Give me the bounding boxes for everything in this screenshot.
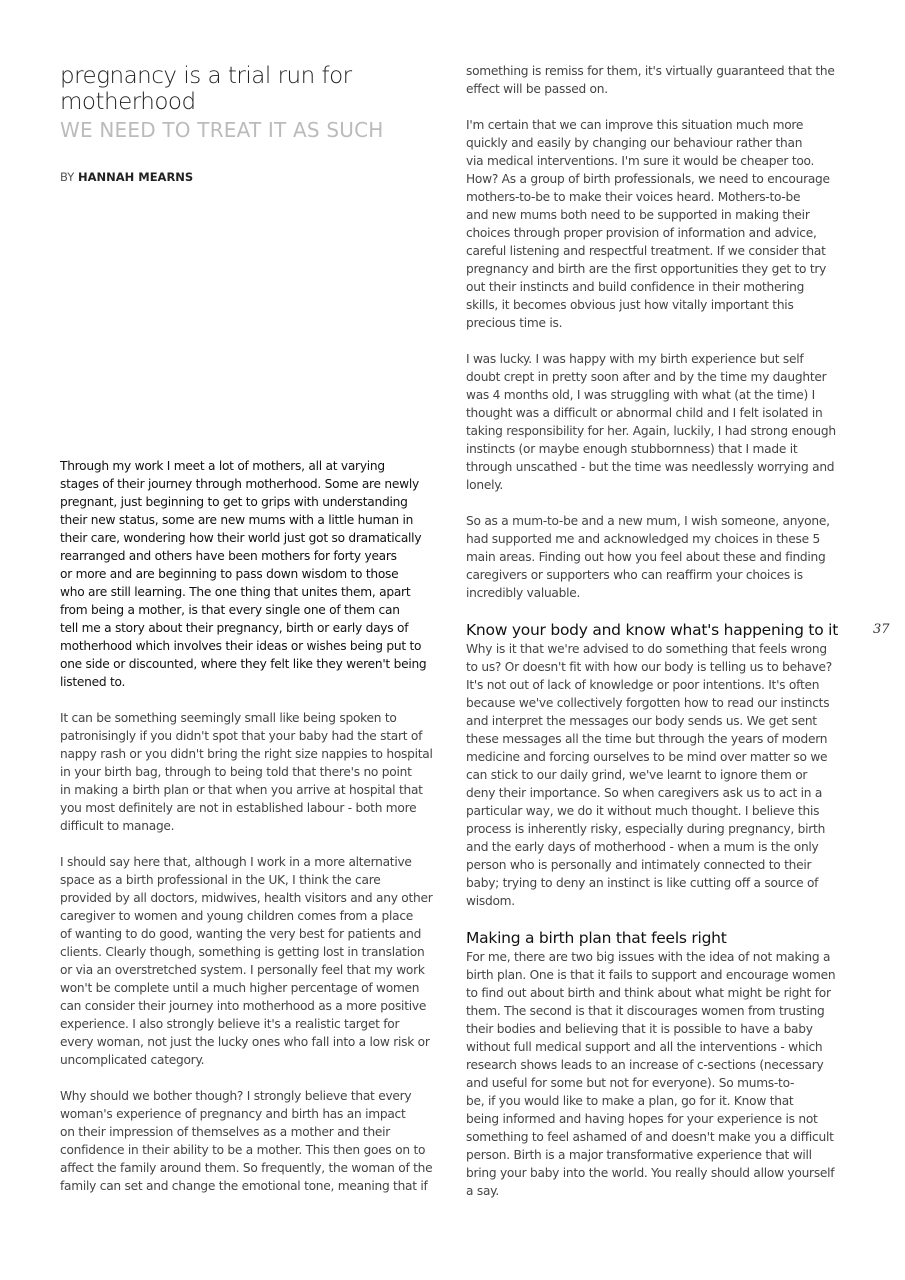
right-column xyxy=(466,62,856,1218)
left-column xyxy=(60,457,450,1213)
intro-paragraph: Through my work I meet a lot of mothers, all at varying stages of their journey through motherhood. Some are newly pregnant, just beginning to get to grips with understanding their new status, some are new mums with a little human in their care, wondering how their world just got so dramatically rearranged and others have been mothers for forty years or more and are beginning to pass down wisdom to those who are still learning. The one thing that unites them, apart from being a mother, is that every single one of them can tell me a story about their pregnancy, birth or early days of motherhood which involves their ideas or wishes being put to one side or discounted, where they felt like they weren't being listened to. xyxy=(60,459,427,689)
body-paragraph: I was lucky. I was happy with my birth experience but self doubt crept in pretty soon after and by the time my daughter was 4 months old, I was struggling with what (at the time) I thought was a difficult or abnormal child and I felt isolated in taking responsibility for her. Again, luckily, I had strong enough instincts (or maybe enough stubbornness) that I made it through unscathed - but the time was needlessly worrying and lonely. xyxy=(466,352,836,492)
body-paragraph: It can be something seemingly small like being spoken to patronisingly if you didn't spot that your baby had the start of nappy rash or you didn't bring the right size nappies to hospital in your birth bag, through to being told that there's no point in making a birth plan or that when you arrive at hospital that you most definitely are not in established labour - both more difficult to manage. xyxy=(60,711,433,833)
section-body: For me, there are two big issues with the idea of not making a birth plan. One is that it fails to support and encourage women to find out about birth and think about what might be right for them. The second is that it discourages women from trusting their bodies and believing that it is possible to have a baby without full medical support and all the interventions - which research shows leads to an increase of c-sections (necessary and useful for some but not for everyone). So mums-to- be, if you would like to make a plan, go for it. Know that being informed and having hopes for your experience is not something to feel ashamed of and doesn't make you a difficult person. Birth is a major transformative experience that will bring your baby into the world. You really should allow yourself a say. xyxy=(466,950,836,1198)
page-number: 37 xyxy=(873,622,890,637)
body-paragraph: So as a mum-to-be and a new mum, I wish someone, anyone, had supported me and acknowledged my choices in these 5 main areas. Finding out how you feel about these and finding caregivers or supporters who can reaffirm your choices is incredibly valuable. xyxy=(466,514,830,600)
article-title: pregnancy is a trial run for motherhood xyxy=(60,63,352,115)
author-name: HANNAH MEARNS xyxy=(77,170,194,184)
section-body: Why is it that we're advised to do something that feels wrong to us? Or doesn't fit with how our body is telling us to behave? It's not out of lack of knowledge or poor intentions. It's often because we've collectively forgotten how to read our instincts and interpret the messages our body sends us. We get sent these messages all the time but through the years of modern medicine and forcing ourselves to be mind over matter so we can stick to our daily grind, we've learnt to ignore them or deny their importance. So when caregivers ask us to act in a particular way, we do it without much thought. I believe this process is inherently risky, especially during pregnancy, birth and the early days of motherhood - when a mum is the only person who is personally and intimately connected to their baby; trying to deny an instinct is like cutting off a source of wisdom. xyxy=(466,642,832,908)
byline-prefix: BY xyxy=(60,170,75,184)
body-paragraph: something is remiss for them, it's virtually guaranteed that the effect will be passed on. xyxy=(466,64,835,96)
section-heading: Know your body and know what's happening to it xyxy=(466,621,839,639)
body-paragraph: Why should we bother though? I strongly believe that every woman's experience of pregnancy and birth has an impact on their impression of themselves as a mother and their confidence in their ability to be a mother. This then goes on to affect the family around them. So frequently, the woman of the family can set and change the emotional tone, meaning that if xyxy=(60,1089,433,1193)
byline xyxy=(60,170,193,184)
body-paragraph: I should say here that, although I work in a more alternative space as a birth professional in the UK, I think the care provided by all doctors, midwives, health visitors and any other caregiver to women and young children comes from a place of wanting to do good, wanting the very best for patients and clients. Clearly though, something is getting lost in translation or via an overstretched system. I personally feel that my work won't be complete until a much higher percentage of women can consider their journey into motherhood as a more positive experience. I also strongly believe it's a realistic target for every woman, not just the lucky ones who fall into a low risk or uncomplicated category. xyxy=(60,855,433,1067)
article-subtitle: WE NEED TO TREAT IT AS SUCH xyxy=(60,118,384,142)
body-paragraph: I'm certain that we can improve this situation much more quickly and easily by changing our behaviour rather than via medical interventions. I'm sure it would be cheaper too. How? As a group of birth professionals, we need to encourage mothers-to-be to make their voices heard. Mothers-to-be and new mums both need to be supported in making their choices through proper provision of information and advice, careful listening and respectful treatment. If we consider that pregnancy and birth are the first opportunities they get to try out their instincts and build confidence in their mothering skills, it becomes obvious just how vitally important this precious time is. xyxy=(466,118,830,330)
section-heading: Making a birth plan that feels right xyxy=(466,929,727,947)
